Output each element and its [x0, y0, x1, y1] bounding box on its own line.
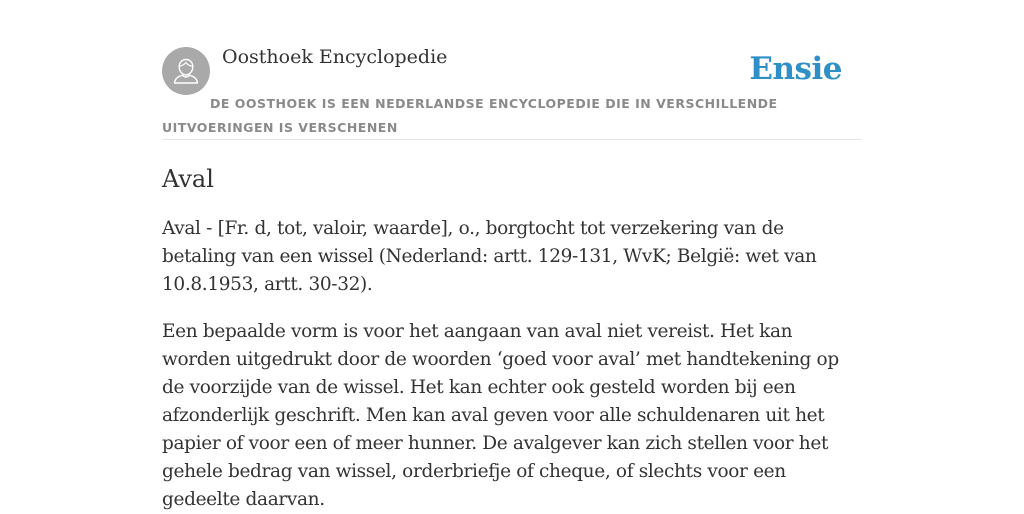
- page-container: [162, 44, 862, 514]
- encyclopedia-description: DE OOSTHOEK IS EEN NEDERLANDSE ENCYCLOPEDIE DIE IN VERSCHILLENDE UITVOERINGEN IS VERSCHENEN: [162, 96, 778, 135]
- article-title: Aval: [162, 165, 214, 193]
- source-avatar[interactable]: [162, 47, 210, 95]
- article-paragraph: Een bepaalde vorm is voor het aangaan van aval niet vereist. Het kan worden uitgedrukt door de woorden ‘goed voor aval’ met handtekening op de voorzijde van de wissel. Het kan echter ook gesteld worden bij een afzonderlijk geschrift. Men kan aval geven voor alle schuldenaren uit het papier of voor een of meer hunner. De avalgever kan zich stellen voor het gehele bedrag van wissel, orderbriefje of cheque, of slechts voor een gedeelte daarvan.: [162, 321, 839, 510]
- encyclopedia-name[interactable]: Oosthoek Encyclopedie: [222, 46, 448, 68]
- brand-logo[interactable]: Ensie: [749, 51, 842, 87]
- article-paragraph: Aval - [Fr. d, tot, valoir, waarde], o., borgtocht tot verzekering van de betaling van een wissel (Nederland: artt. 129-131, WvK; België: wet van 10.8.1953, artt. 30-32).: [162, 218, 817, 295]
- source-header: [162, 44, 862, 140]
- user-icon: [162, 47, 210, 95]
- article: [162, 164, 862, 514]
